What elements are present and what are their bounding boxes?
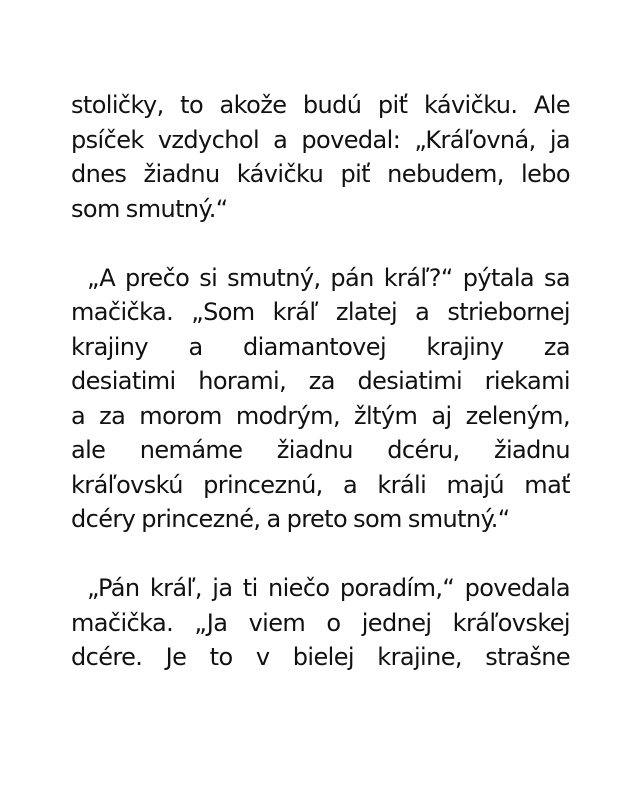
- text-line: dcéry princezné, a preto som smutný.“: [71, 505, 510, 533]
- text-line: „Pán kráľ, ja ti niečo poradím,“ povedala: [87, 574, 570, 602]
- text-line: „A prečo si smutný, pán kráľ?“ pýtala sa: [87, 263, 570, 292]
- story-page: [71, 88, 570, 709]
- paragraph-3: [71, 571, 570, 675]
- text-line: psíček vzdychol a povedal: „Kráľovná, ja: [71, 125, 570, 154]
- text-line: krajiny a diamantovej krajiny za: [71, 332, 570, 361]
- text-line: kráľovskú princeznú, a králi majú mať: [71, 470, 570, 499]
- paragraph-2: [71, 261, 570, 537]
- text-line: mačička. „Ja viem o jednej kráľovskej: [71, 608, 570, 637]
- text-line: a za morom modrým, žltým aj zeleným,: [71, 401, 570, 430]
- text-line: ale nemáme žiadnu dcéru, žiadnu: [71, 436, 570, 464]
- text-line: mačička. „Som kráľ zlatej a striebornej: [71, 298, 570, 326]
- text-line: dnes žiadnu kávičku piť nebudem, lebo: [71, 160, 570, 188]
- paragraph-1: [71, 88, 570, 226]
- text-line: desiatimi horami, za desiatimi riekami: [71, 367, 570, 395]
- text-line: dcére. Je to v bielej krajine, strašne: [71, 643, 570, 671]
- text-line: stoličky, to akože budú piť kávičku. Ale: [71, 91, 570, 119]
- text-line: som smutný.“: [71, 194, 228, 223]
